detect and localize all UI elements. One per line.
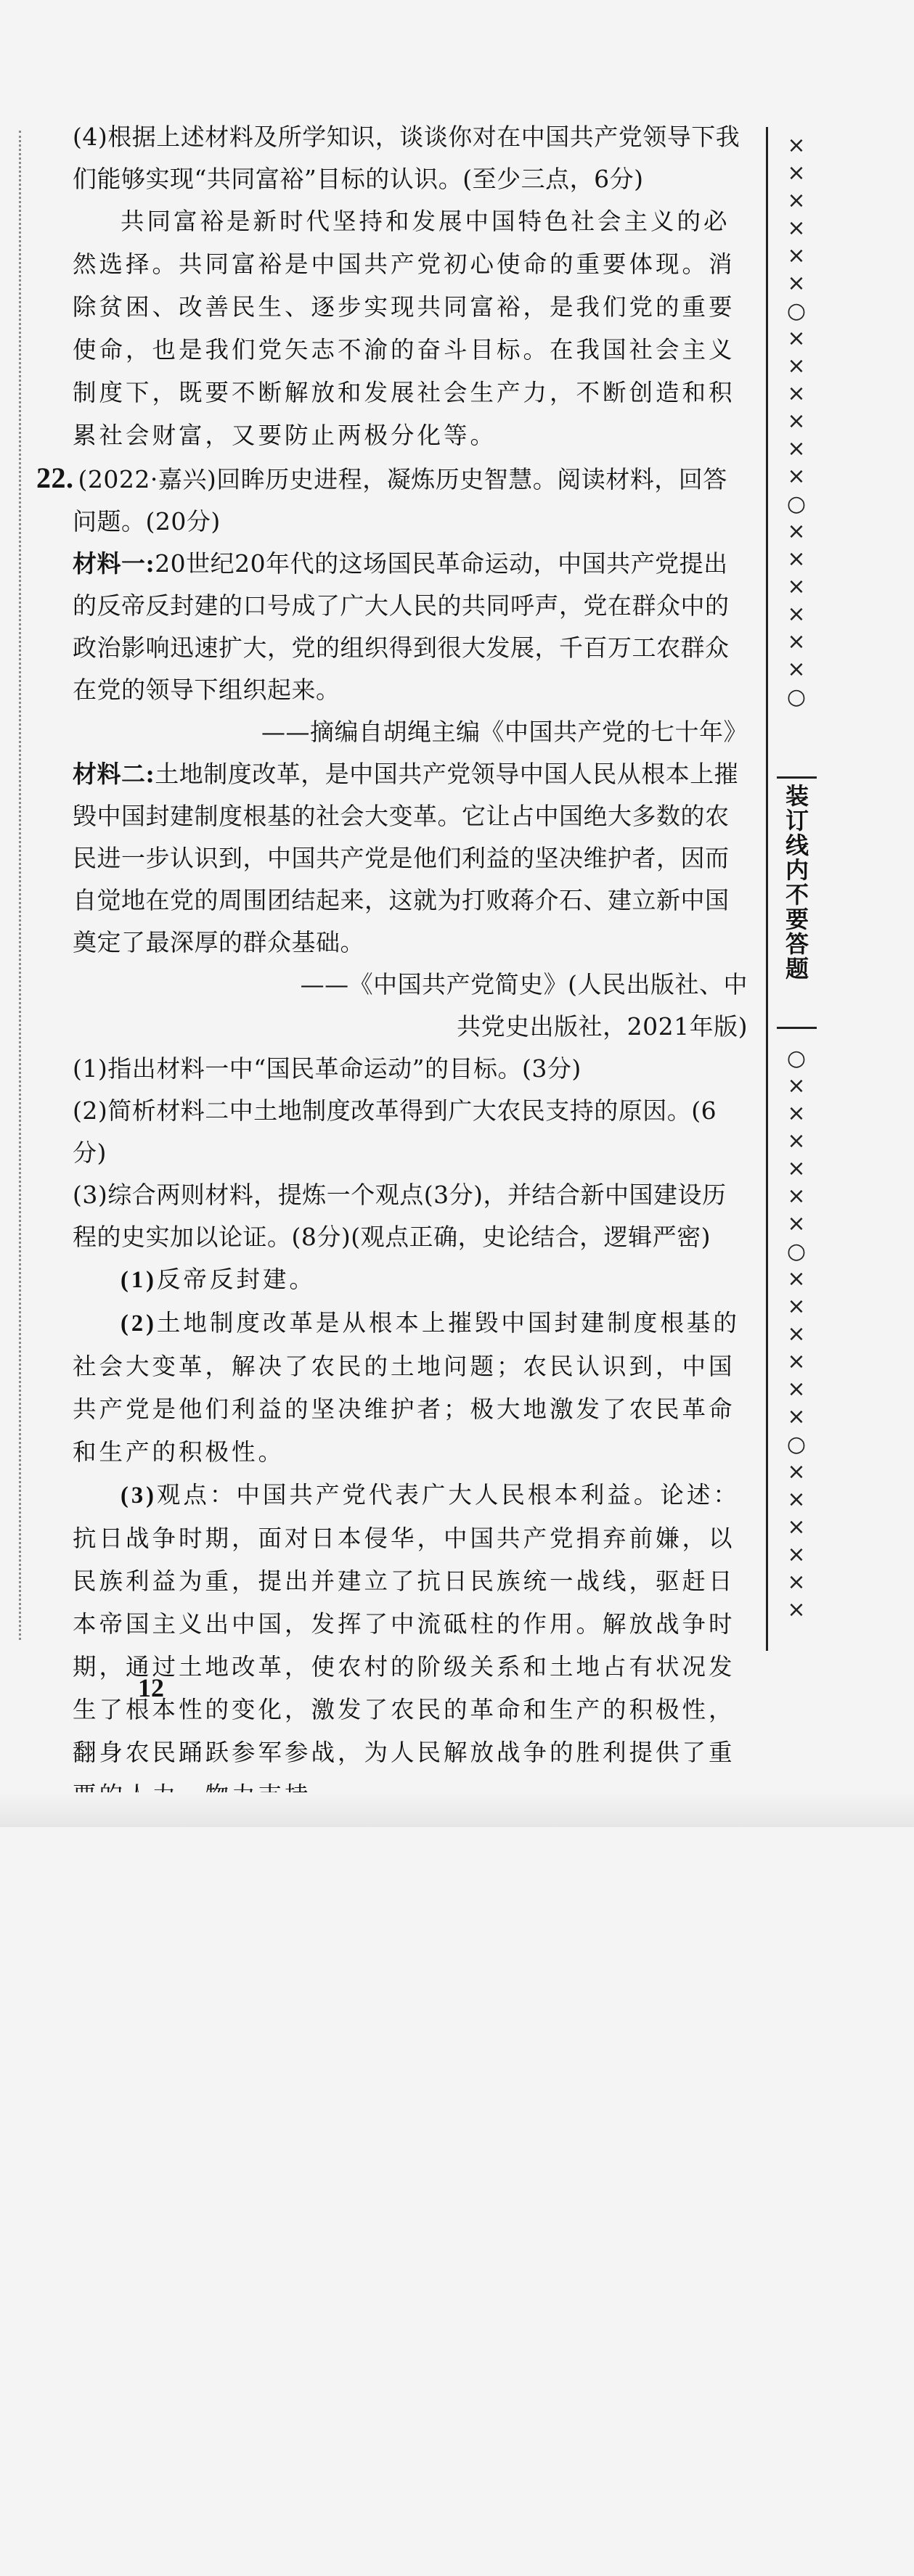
- cross-mark-icon: ×: [787, 519, 806, 544]
- q22-question3: (3)综合两则材料，提炼一个观点(3分)，并结合新中国建设历程的史实加以论证。(8分)(观点正确，史论结合，逻辑严密): [73, 1181, 727, 1251]
- answer2-text: 土地制度改革是从根本上摧毁中国封建制度根基的社会大变革，解决了农民的土地问题；农民认识到，中国共产党是他们利益的坚决维护者；极大地激发了农民革命和生产的积极性。: [73, 1309, 740, 1466]
- circle-mark-icon: ○: [786, 1239, 807, 1264]
- q22-answer1: [73, 1258, 748, 1302]
- cross-mark-icon: ×: [787, 243, 806, 268]
- circle-mark-icon: ○: [786, 684, 807, 710]
- cross-mark-icon: ×: [787, 1377, 806, 1402]
- material2-text: 土地制度改革，是中国共产党领导中国人民从根本上摧毁中国封建制度根基的社会大变革。它让占中国绝大多数的农民进一步认识到，中国共产党是他们利益的坚决维护者，因而自觉地在党的周围团结起来，这就为打败蒋介石、建立新中国奠定了最深厚的群众基础。: [73, 760, 739, 956]
- cross-mark-icon: ×: [787, 326, 806, 351]
- cross-mark-icon: ×: [787, 271, 806, 296]
- material1-source: ——摘编自胡绳主编《中国共产党的七十年》: [261, 718, 748, 746]
- cross-mark-icon: ×: [787, 1597, 806, 1623]
- cross-mark-icon: ×: [787, 1184, 806, 1209]
- answer3-number: (3): [121, 1482, 157, 1509]
- cross-mark-icon: ×: [787, 1459, 806, 1485]
- page-edge-shadow: [0, 1792, 914, 1827]
- material2-source-line1: ——《中国共产党简史》(人民出版社、中: [300, 970, 748, 998]
- cross-mark-icon: ×: [787, 546, 806, 572]
- circle-mark-icon: ○: [786, 491, 807, 517]
- answer3-text: 观点：中国共产党代表广大人民根本利益。论述：抗日战争时期，面对日本侵华，中国共产党捐弃前嫌，以民族利益为重，提出并建立了抗日民族统一战线，驱赶日本帝国主义出中国，发挥了中流砥柱的作用。解放战争时期，通过土地改革，使农村的阶级关系和土地占有状况发生了根本性的变化，激发了农民的革命和生产的积极性，翻身农民踊跃参军参战，为人民解放战争的胜利提供了重: [73, 1481, 740, 1766]
- cross-mark-icon: ×: [787, 629, 806, 655]
- circle-mark-icon: ○: [786, 1432, 807, 1457]
- circle-mark-icon: ○: [786, 298, 807, 324]
- cross-mark-icon: ×: [787, 133, 806, 158]
- cross-mark-icon: ×: [787, 1321, 806, 1347]
- q22-question2: (2)简析材料二中土地制度改革得到广大农民支持的原因。(6分): [73, 1096, 717, 1167]
- cross-mark-icon: ×: [787, 1266, 806, 1292]
- material2-source-line2: 共党史出版社，2021年版): [457, 1012, 748, 1041]
- cross-mark-icon: ×: [787, 188, 806, 213]
- label-bottom-line: [777, 1027, 817, 1029]
- left-dotted-line: [19, 131, 21, 1640]
- q22-stem-text: (2022·嘉兴)回眸历史进程，凝炼历史智慧。阅读材料，回答问题。(20分): [73, 465, 727, 536]
- page-number: 12: [138, 1673, 164, 1702]
- cross-mark-icon: ×: [787, 1542, 806, 1567]
- cross-mark-icon: ×: [787, 602, 806, 627]
- material1-label: 材料一:: [73, 549, 155, 578]
- cross-mark-icon: ×: [787, 381, 806, 406]
- material2-label: 材料二:: [73, 760, 155, 788]
- cross-mark-icon: ×: [787, 1156, 806, 1181]
- q22-number: 22.: [36, 462, 74, 494]
- q22-question1: (1)指出材料一中“国民革命运动”的目标。(3分): [73, 1054, 582, 1083]
- label-top-line: [777, 776, 817, 779]
- cross-mark-icon: ×: [787, 1514, 806, 1540]
- cross-mark-icon: ×: [787, 353, 806, 379]
- cross-mark-icon: ×: [787, 1404, 806, 1429]
- cross-mark-icon: ×: [787, 574, 806, 599]
- answer1-text: 反帝反封建。: [156, 1266, 316, 1293]
- cross-mark-icon: ×: [787, 464, 806, 489]
- q22-answer2: [73, 1302, 748, 1474]
- cross-mark-icon: ×: [787, 1570, 806, 1595]
- q21-part4-prompt: (4)根据上述材料及所学知识，谈谈你对在中国共产党领导下我们能够实现“共同富裕”目标的认识。(至少三点，6分): [73, 123, 740, 193]
- q21-part4-answer: 共同富裕是新时代坚持和发展中国特色社会主义的必然选择。共同富裕是中国共产党初心使命的重要体现。消除贫困、改善民生、逐步实现共同富裕，是我们党的重要使命，也是我们党矢志不渝的奋斗目标。在我国社会主义制度下，既要不断解放和发展社会生产力，不断创造和积累社会财富，又要防止两极分化等。: [73, 208, 735, 449]
- cross-mark-icon: ×: [787, 1211, 806, 1236]
- cross-mark-icon: ×: [787, 436, 806, 462]
- cross-mark-icon: ×: [787, 1128, 806, 1154]
- content-column: [36, 116, 748, 1817]
- answer2-number: (2): [121, 1310, 157, 1337]
- binding-rule: [766, 127, 768, 1651]
- cross-mark-icon: ×: [787, 160, 806, 186]
- answer1-number: (1): [121, 1267, 157, 1293]
- cross-mark-icon: ×: [787, 1294, 806, 1319]
- cross-mark-icon: ×: [787, 1349, 806, 1374]
- material2: [73, 753, 748, 964]
- circle-mark-icon: ○: [786, 1046, 807, 1071]
- cross-mark-icon: ×: [787, 1101, 806, 1126]
- cross-mark-icon: ×: [787, 1487, 806, 1512]
- q22-answer3: [73, 1474, 748, 1817]
- binding-label: 装订线内不要答题: [782, 784, 809, 981]
- material1: [73, 543, 748, 711]
- cross-mark-icon: ×: [787, 409, 806, 434]
- cross-mark-icon: ×: [787, 657, 806, 682]
- binding-label-wrap: [774, 784, 817, 1023]
- cross-mark-icon: ×: [787, 1073, 806, 1099]
- material1-text: 20世纪20年代的这场国民革命运动，中国共产党提出的反帝反封建的口号成了广大人民的共同呼声，党在群众中的政治影响迅速扩大，党的组织得到很大发展，千百万工农群众在党的领导下组织起来。: [73, 549, 730, 704]
- q22-stem: [36, 457, 748, 543]
- cross-mark-icon: ×: [787, 216, 806, 241]
